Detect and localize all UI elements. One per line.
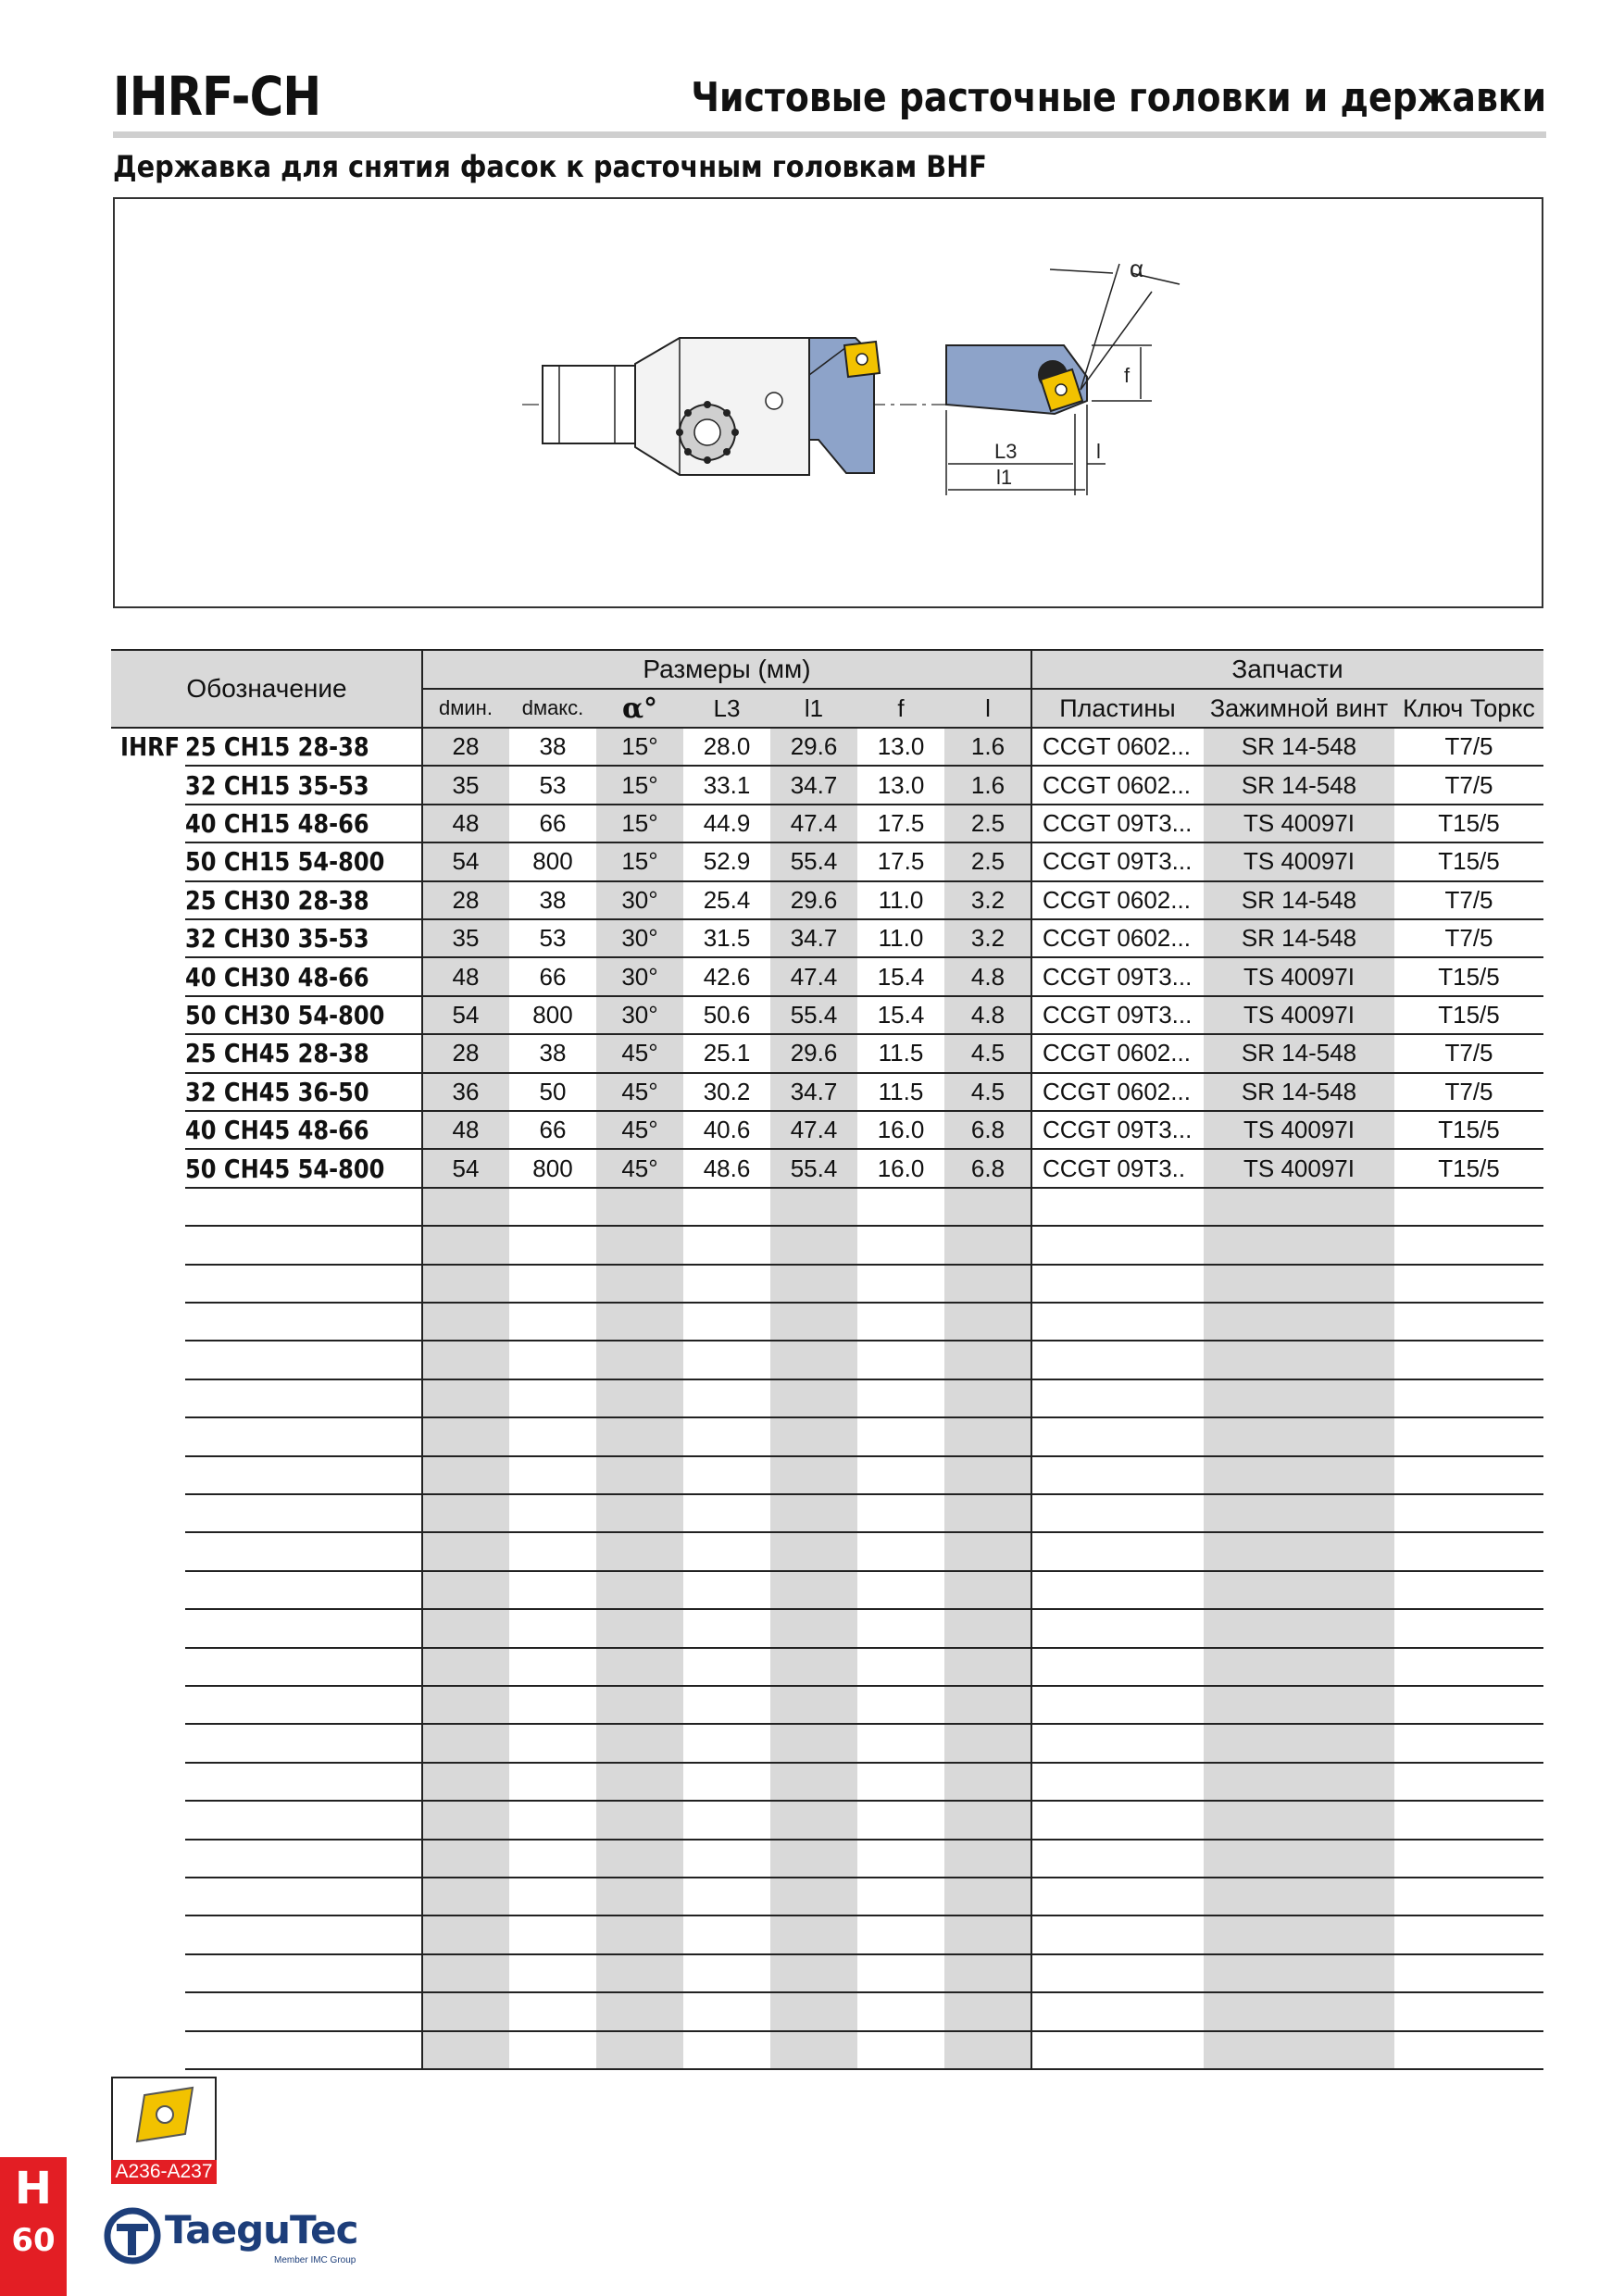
table-cell: 6.8 <box>970 1154 1006 1182</box>
row-divider <box>185 1493 1543 1495</box>
table-cell: 54 <box>452 1000 480 1029</box>
row-divider <box>185 804 1543 805</box>
table-cell: 30° <box>621 1000 658 1029</box>
table-cell: 2.5 <box>970 847 1006 876</box>
table-cell: T7/5 <box>1444 770 1493 799</box>
title-rule <box>113 131 1546 138</box>
label-L3: L3 <box>994 440 1018 463</box>
table-cell: 11.5 <box>878 1039 924 1067</box>
table-cell: 66 <box>539 808 567 837</box>
table-cell: 55.4 <box>790 1154 838 1182</box>
header-parts: Запчасти <box>1231 655 1343 683</box>
table-cell: 1.6 <box>970 770 1006 799</box>
section-tab <box>0 2157 67 2296</box>
table-cell: 4.5 <box>970 1077 1006 1105</box>
label-l1: l1 <box>996 466 1013 489</box>
table-cell: 29.6 <box>790 732 838 761</box>
table-cell: 28 <box>452 1039 480 1067</box>
designation-cell: 25 CH30 28-38 <box>185 884 369 916</box>
table-cell: 38 <box>539 1039 567 1067</box>
table-cell: SR 14-548 <box>1241 1039 1357 1067</box>
table-cell: 11.5 <box>878 1077 924 1105</box>
row-divider <box>185 1608 1543 1610</box>
table-cell: 30° <box>621 885 658 914</box>
table-cell: 29.6 <box>790 1039 838 1067</box>
table-cell: 45° <box>621 1154 658 1182</box>
label-l: l <box>1096 440 1101 463</box>
row-divider <box>185 2030 1543 2032</box>
table-cell: CCGT 09T3... <box>1043 1000 1193 1029</box>
table-cell: 13.0 <box>877 732 925 761</box>
table-cell: 29.6 <box>790 885 838 914</box>
table-cell: 13.0 <box>877 770 925 799</box>
row-divider <box>185 1033 1543 1035</box>
table-cell: 47.4 <box>790 1116 838 1144</box>
table-cell: 34.7 <box>790 924 838 953</box>
table-cell: 31.5 <box>703 924 751 953</box>
table-cell: 15° <box>621 732 658 761</box>
table-cell: TS 40097I <box>1243 847 1355 876</box>
column-header: dмин. <box>439 696 493 719</box>
table-cell: CCGT 0602... <box>1043 1039 1191 1067</box>
column-header: α° <box>621 692 658 725</box>
table-cell: 47.4 <box>790 962 838 991</box>
column-header: L3 <box>713 693 741 722</box>
row-divider <box>185 2068 1543 2070</box>
logo-name: TaeguTec <box>165 2207 358 2252</box>
table-cell: 15° <box>621 808 658 837</box>
column-header: f <box>897 693 905 722</box>
table-cell: T15/5 <box>1438 1154 1500 1182</box>
row-divider <box>185 1379 1543 1380</box>
table-cell: 50 <box>539 1077 567 1105</box>
row-divider <box>185 1915 1543 1916</box>
table-cell: 28.0 <box>703 732 751 761</box>
table-cell: 16.0 <box>877 1116 925 1144</box>
table-cell: 25.4 <box>703 885 751 914</box>
table-cell: T15/5 <box>1438 1116 1500 1144</box>
table-cell: CCGT 0602... <box>1043 732 1191 761</box>
tool-drawing-svg <box>115 199 1545 610</box>
table-cell: 38 <box>539 732 567 761</box>
table-cell: 35 <box>452 770 480 799</box>
table-cell: T7/5 <box>1444 924 1493 953</box>
row-divider <box>185 995 1543 997</box>
table-cell: 55.4 <box>790 847 838 876</box>
row-divider <box>185 918 1543 920</box>
table-cell: 34.7 <box>790 770 838 799</box>
header-bottom-rule <box>111 727 1543 729</box>
table-cell: CCGT 0602... <box>1043 924 1191 953</box>
table-cell: 36 <box>452 1077 480 1105</box>
table-cell: 28 <box>452 885 480 914</box>
table-cell: T15/5 <box>1438 808 1500 837</box>
table-cell: 48 <box>452 962 480 991</box>
table-cell: 48 <box>452 808 480 837</box>
table-cell: 48.6 <box>703 1154 751 1182</box>
column-header: l <box>985 693 991 722</box>
page-title: Чистовые расточные головки и державки <box>691 74 1546 121</box>
table-cell: 3.2 <box>970 885 1006 914</box>
label-f: f <box>1124 364 1131 387</box>
column-header: dмакс. <box>521 696 584 719</box>
table-cell: 6.8 <box>970 1116 1006 1144</box>
row-divider <box>185 1416 1543 1418</box>
column-header: Ключ Торкс <box>1403 693 1535 722</box>
table-cell: 50.6 <box>703 1000 751 1029</box>
table-cell: 30° <box>621 924 658 953</box>
table-cell: 66 <box>539 1116 567 1144</box>
header-dimensions: Размеры (мм) <box>643 655 811 683</box>
insert-icon <box>113 2078 215 2162</box>
column-header: l1 <box>804 693 824 722</box>
page-subtitle: Державка для снятия фасок к расточным головкам BHF <box>113 149 987 184</box>
table-cell: 33.1 <box>703 770 751 799</box>
header-mid-rule <box>422 688 1543 690</box>
table-cell: 30° <box>621 962 658 991</box>
row-divider <box>185 1991 1543 1993</box>
table-cell: 15.4 <box>877 962 925 991</box>
section-letter: H <box>14 2163 53 2215</box>
row-divider <box>185 1647 1543 1649</box>
table-cell: 40.6 <box>703 1116 751 1144</box>
column-header: Зажимной винт <box>1209 693 1389 722</box>
table-cell: CCGT 0602... <box>1043 885 1191 914</box>
row-divider <box>185 1800 1543 1802</box>
row-divider <box>185 842 1543 843</box>
row-divider <box>185 1531 1543 1533</box>
table-cell: 45° <box>621 1116 658 1144</box>
table-cell: SR 14-548 <box>1241 770 1357 799</box>
row-divider <box>185 1723 1543 1725</box>
row-divider <box>185 1264 1543 1266</box>
table-cell: SR 14-548 <box>1241 1077 1357 1105</box>
table-cell: 3.2 <box>970 924 1006 953</box>
row-divider <box>185 1225 1543 1227</box>
table-cell: T7/5 <box>1444 732 1493 761</box>
table-cell: CCGT 09T3... <box>1043 847 1193 876</box>
table-cell: 15° <box>621 847 658 876</box>
row-divider <box>185 1685 1543 1687</box>
table-cell: 45° <box>621 1077 658 1105</box>
page-number: 60 <box>11 2222 56 2259</box>
table-cell: 30.2 <box>703 1077 751 1105</box>
column-divider <box>1031 650 1032 2069</box>
table-cell: SR 14-548 <box>1241 732 1357 761</box>
table-cell: TS 40097I <box>1243 808 1355 837</box>
table-cell: CCGT 09T3... <box>1043 1116 1193 1144</box>
designation-cell: 32 CH45 36-50 <box>185 1076 369 1107</box>
logo-tagline: Member IMC Group <box>274 2255 356 2265</box>
table-cell: 44.9 <box>703 808 751 837</box>
row-divider <box>185 1072 1543 1074</box>
header-designation: Обозначение <box>186 674 347 703</box>
table-cell: 28 <box>452 732 480 761</box>
row-divider <box>185 1148 1543 1150</box>
table-cell: TS 40097I <box>1243 1116 1355 1144</box>
designation-cell: 50 CH15 54-800 <box>185 846 385 878</box>
insert-reference: A236-A237 <box>111 2160 217 2184</box>
table-cell: 47.4 <box>790 808 838 837</box>
table-cell: CCGT 09T3... <box>1043 808 1193 837</box>
table-cell: 53 <box>539 770 567 799</box>
table-cell: 48 <box>452 1116 480 1144</box>
table-cell: 800 <box>532 847 573 876</box>
table-cell: T15/5 <box>1438 1000 1500 1029</box>
row-divider <box>185 1455 1543 1457</box>
table-cell: TS 40097I <box>1243 1000 1355 1029</box>
table-cell: SR 14-548 <box>1241 924 1357 953</box>
table-cell: 11.0 <box>878 924 924 953</box>
row-divider <box>185 1110 1543 1112</box>
row-divider <box>185 1839 1543 1841</box>
designation-cell: 32 CH30 35-53 <box>185 923 369 955</box>
table-cell: 17.5 <box>877 847 925 876</box>
column-header: Пластины <box>1059 693 1176 722</box>
designation-cell: 50 CH30 54-800 <box>185 999 385 1030</box>
taegutec-logo-icon <box>104 2207 161 2265</box>
designation-cell: 50 CH45 54-800 <box>185 1153 385 1184</box>
product-code: IHRF-CH <box>113 65 321 128</box>
table-cell: T7/5 <box>1444 1077 1493 1105</box>
table-cell: T15/5 <box>1438 847 1500 876</box>
table-cell: 35 <box>452 924 480 953</box>
table-cell: 55.4 <box>790 1000 838 1029</box>
table-cell: 800 <box>532 1000 573 1029</box>
table-cell: 42.6 <box>703 962 751 991</box>
table-cell: 4.5 <box>970 1039 1006 1067</box>
designation-cell: 40 CH15 48-66 <box>185 807 369 839</box>
table-cell: 54 <box>452 1154 480 1182</box>
row-divider <box>185 880 1543 882</box>
table-cell: CCGT 0602... <box>1043 770 1191 799</box>
table-cell: CCGT 0602... <box>1043 1077 1191 1105</box>
column-divider <box>421 650 423 2069</box>
row-divider <box>185 956 1543 958</box>
tool-drawing <box>113 197 1543 608</box>
designation-cell: 40 CH30 48-66 <box>185 961 369 992</box>
table-cell: T7/5 <box>1444 885 1493 914</box>
table-cell: 66 <box>539 962 567 991</box>
table-cell: 45° <box>621 1039 658 1067</box>
row-divider <box>185 1570 1543 1572</box>
table-cell: SR 14-548 <box>1241 885 1357 914</box>
table-top-rule <box>111 649 1543 651</box>
table-cell: TS 40097I <box>1243 962 1355 991</box>
table-cell: 4.8 <box>970 962 1006 991</box>
row-divider <box>185 1877 1543 1878</box>
row-divider <box>185 1187 1543 1189</box>
table-cell: CCGT 09T3... <box>1043 962 1193 991</box>
table-cell: 16.0 <box>877 1154 925 1182</box>
table-cell: CCGT 09T3.. <box>1043 1154 1186 1182</box>
table-cell: T7/5 <box>1444 1039 1493 1067</box>
table-cell: 34.7 <box>790 1077 838 1105</box>
designation-cell: 25 CH45 28-38 <box>185 1038 369 1069</box>
designation-cell: 40 CH45 48-66 <box>185 1115 369 1146</box>
row-divider <box>185 1762 1543 1764</box>
table-cell: 11.0 <box>878 885 924 914</box>
table-cell: 800 <box>532 1154 573 1182</box>
table-cell: 1.6 <box>970 732 1006 761</box>
row-divider <box>185 1953 1543 1955</box>
label-alpha: α <box>1130 255 1144 282</box>
table-cell: 38 <box>539 885 567 914</box>
row-divider <box>185 1302 1543 1304</box>
table-cell: T15/5 <box>1438 962 1500 991</box>
designation-cell: 25 CH15 28-38 <box>185 731 369 763</box>
table-cell: 4.8 <box>970 1000 1006 1029</box>
row-divider <box>185 765 1543 767</box>
table-cell: 53 <box>539 924 567 953</box>
table-cell: 54 <box>452 847 480 876</box>
table-cell: TS 40097I <box>1243 1154 1355 1182</box>
table-cell: 15° <box>621 770 658 799</box>
table-cell: 17.5 <box>877 808 925 837</box>
table-cell: 15.4 <box>877 1000 925 1029</box>
designation-prefix: IHRF <box>120 731 181 762</box>
row-divider <box>185 1340 1543 1341</box>
table-cell: 52.9 <box>703 847 751 876</box>
table-cell: 2.5 <box>970 808 1006 837</box>
table-cell: 25.1 <box>703 1039 751 1067</box>
designation-cell: 32 CH15 35-53 <box>185 769 369 801</box>
